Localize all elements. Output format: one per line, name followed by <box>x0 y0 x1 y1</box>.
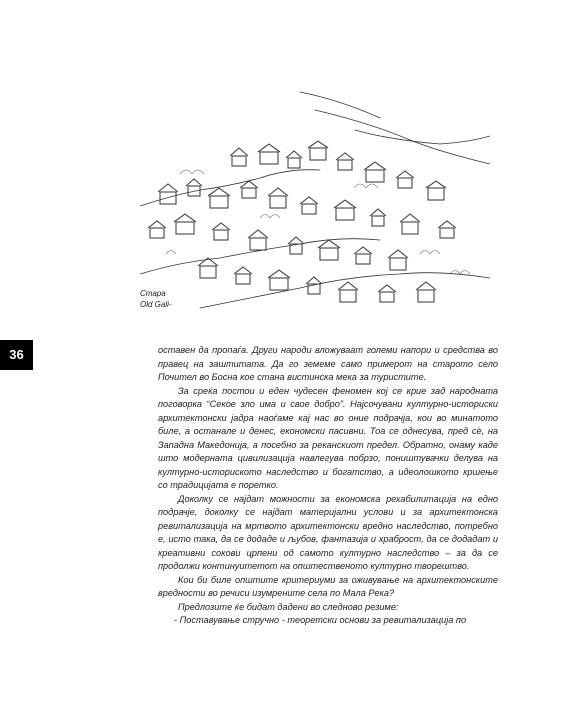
figure-caption <box>140 288 172 310</box>
paragraph: За среќа постои и еден чудесен феномен кој се крие зад народната поговорка “Секое зло има и свое добро”. Најсочувани културно-историски архитектонски јадра наоѓаме кај нас во оние подрачја, кои во минатото биле, а останале и денес, економски пасивни. Тоа се однесува, пред сè, на Западна Македонија, а посебно за реканскиот предел. Обратно, онаму каде што модерната цивилизација навлегува побрзо, поништувачки делува на културно-историското наследство и богатство, а идеолошкото кршење со традицијата е поретко. <box>158 385 498 490</box>
paragraph: оставен да пропаѓа. Други народи вложуваат големи напори и средства во правец на заштитата. Да го земеме само примерот на старото село Почител во Босна кое стана вистинска мека за туристите. <box>158 345 498 382</box>
paragraph: Доколку се најдат можности за економска рехабилитација на едно подрачје, доколку се најдат материјални услови и за архитектонска ревитализација на мртвото архитектонски вредно наследство, потребно е, исто така, да се додаде и љубов, фантазија и храброст, да се додадат и креативни сокови црпени од самото културно наследство – за да се продолжи континуитетот на општественото културно творештво. <box>158 493 498 571</box>
caption-line-en: Old Gali- <box>140 300 172 309</box>
list-item: - Поставување стручно - теоретски основи за ревитализација по <box>174 615 467 625</box>
caption-line-mk: Стара <box>140 289 166 298</box>
village-sketch-svg <box>140 78 490 340</box>
body-text <box>158 344 498 628</box>
paragraph: Предлозите ќе бидат дадени во следново резиме: <box>178 601 399 612</box>
paragraph: Кои би биле општите критериуми за оживување на архитектонските вредности во речиси изумрените села по Мала Река? <box>158 574 498 598</box>
village-sketch-illustration <box>140 78 490 340</box>
page-number-tab: 36 <box>0 340 33 370</box>
